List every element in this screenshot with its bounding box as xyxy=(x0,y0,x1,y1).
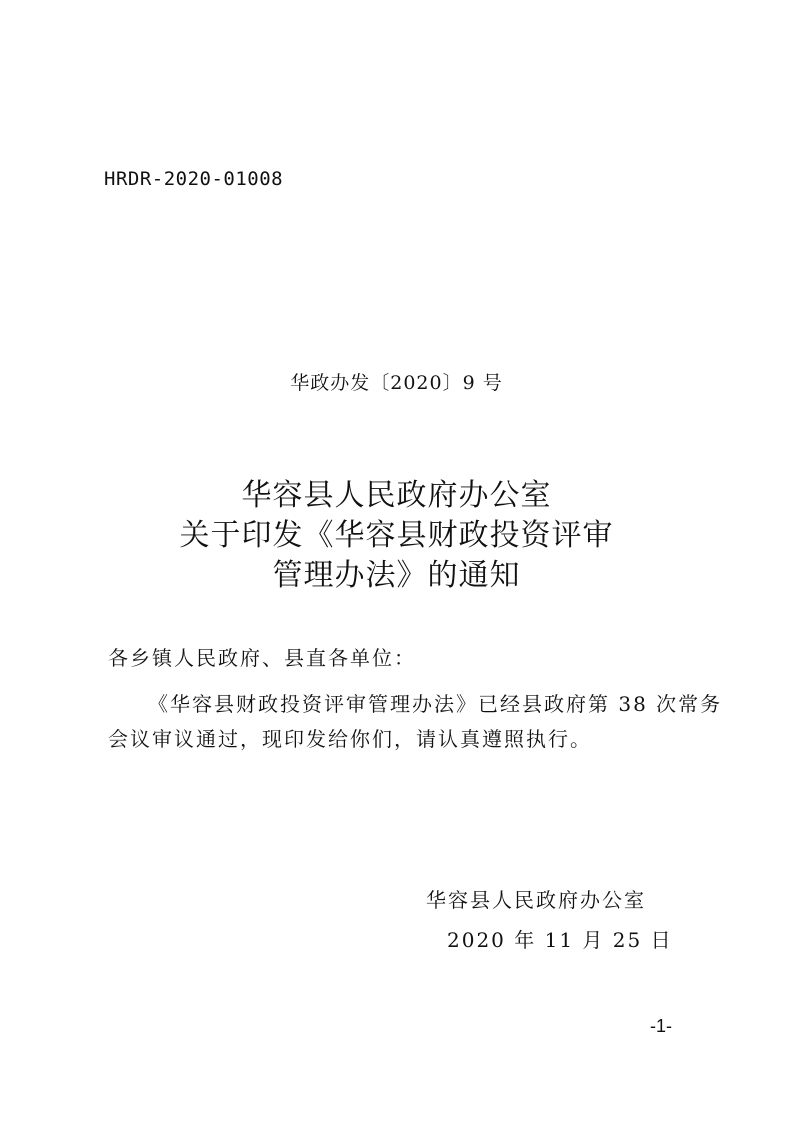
addressee: 各乡镇人民政府、县直各单位： xyxy=(108,646,416,670)
body-paragraph-line-2: 会议审议通过，现印发给你们，请认真遵照执行。 xyxy=(108,727,592,751)
title-line-1: 华容县人民政府办公室 xyxy=(241,478,552,513)
document-number: 华政办发〔2020〕9 号 xyxy=(290,372,503,394)
title-line-3: 管理办法》的通知 xyxy=(272,558,521,593)
issuer-name: 华容县人民政府办公室 xyxy=(426,888,646,912)
issue-date: 2020 年 11 月 25 日 xyxy=(447,928,673,952)
document-code: HRDR-2020-01008 xyxy=(104,168,284,190)
page-number: -1- xyxy=(650,1016,672,1036)
title-line-2: 关于印发《华容县财政投资评审 xyxy=(179,518,614,553)
body-paragraph-line-1: 《华容县财政投资评审管理办法》已经县政府第 38 次常务 xyxy=(148,692,723,716)
